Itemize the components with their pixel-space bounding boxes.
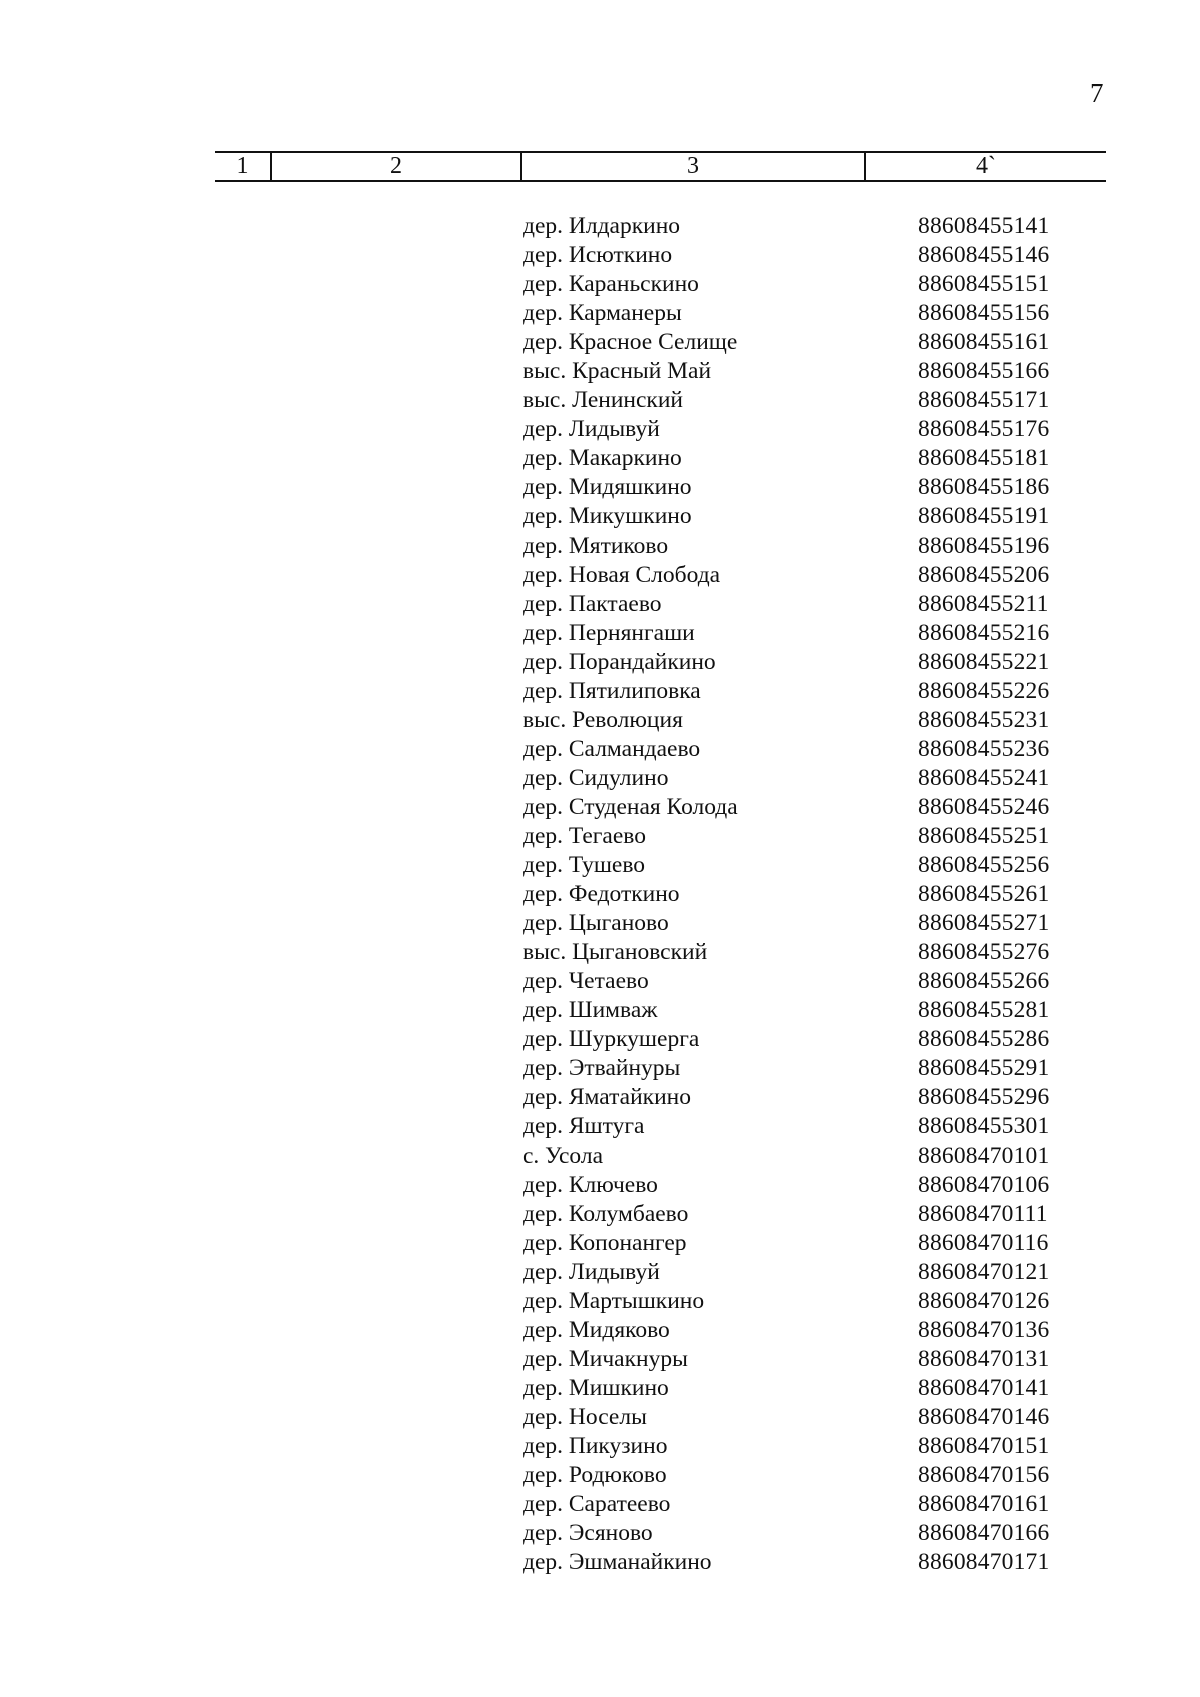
- settlement-name: дер. Лидывуй: [523, 416, 660, 443]
- oktmo-code: 88608455256: [918, 852, 1050, 879]
- oktmo-code: 88608455296: [918, 1084, 1050, 1111]
- oktmo-code: 88608455276: [918, 939, 1050, 966]
- table-row: [0, 1287, 1200, 1316]
- table-row: [0, 444, 1200, 473]
- table-row: [0, 212, 1200, 241]
- oktmo-code: 88608455301: [918, 1113, 1050, 1140]
- table-row: [0, 1142, 1200, 1171]
- table-row: [0, 502, 1200, 531]
- table-row: [0, 909, 1200, 938]
- table-row: [0, 1171, 1200, 1200]
- table-row: [0, 270, 1200, 299]
- table-row: [0, 938, 1200, 967]
- table-row: [0, 415, 1200, 444]
- table-row: [0, 561, 1200, 590]
- oktmo-code: 88608455241: [918, 764, 1050, 791]
- table-row: [0, 1432, 1200, 1461]
- settlement-name: дер. Мичакнуры: [523, 1345, 688, 1372]
- settlement-name: дер. Мидяково: [523, 1316, 670, 1343]
- settlement-name: дер. Пикузино: [523, 1432, 668, 1459]
- settlement-name: дер. Сидулино: [523, 764, 669, 791]
- settlement-name: дер. Мишкино: [523, 1374, 669, 1401]
- column-header-1: 1: [215, 153, 272, 180]
- table-row: [0, 851, 1200, 880]
- oktmo-code: 88608470166: [918, 1520, 1050, 1547]
- table-row: [0, 1083, 1200, 1112]
- settlement-name: дер. Родюково: [523, 1462, 667, 1489]
- settlement-name: дер. Цыганово: [523, 910, 669, 937]
- table-row: [0, 299, 1200, 328]
- table-row: [0, 1316, 1200, 1345]
- oktmo-code: 88608455151: [918, 271, 1050, 298]
- table-row: [0, 1461, 1200, 1490]
- table-row: [0, 619, 1200, 648]
- column-header-row: [215, 151, 1106, 182]
- table-row: [0, 677, 1200, 706]
- settlement-name: дер. Илдаркино: [523, 213, 681, 239]
- settlement-name: дер. Исюткино: [523, 242, 673, 269]
- table-row: [0, 822, 1200, 851]
- table-row: [0, 764, 1200, 793]
- settlement-name: дер. Яматайкино: [523, 1084, 691, 1111]
- oktmo-code: 88608455281: [918, 997, 1050, 1024]
- table-row: [0, 1200, 1200, 1229]
- settlement-name: дер. Лидывуй: [523, 1258, 660, 1285]
- settlement-name: дер. Шимваж: [523, 997, 658, 1024]
- settlement-name: дер. Караньскино: [523, 271, 699, 298]
- settlement-name: выс. Красный Май: [523, 358, 712, 385]
- oktmo-code: 88608455146: [918, 242, 1050, 269]
- settlement-name: дер. Колумбаево: [523, 1200, 689, 1227]
- oktmo-code: 88608470171: [918, 1549, 1050, 1576]
- oktmo-code: 88608470116: [918, 1229, 1049, 1256]
- settlement-name: дер. Этвайнуры: [523, 1055, 681, 1082]
- oktmo-code: 88608455211: [918, 590, 1049, 617]
- page-number: 7: [1090, 78, 1104, 108]
- table-row: [0, 473, 1200, 502]
- oktmo-code: 88608455196: [918, 532, 1050, 559]
- oktmo-code: 88608470156: [918, 1462, 1050, 1489]
- oktmo-code: 88608455141: [918, 213, 1050, 239]
- table-row: [0, 241, 1200, 270]
- table-row: [0, 880, 1200, 909]
- settlement-name: дер. Яштуга: [523, 1113, 645, 1140]
- table-row: [0, 996, 1200, 1025]
- table-row: [0, 1403, 1200, 1432]
- oktmo-code: 88608455191: [918, 503, 1050, 530]
- settlement-name: дер. Пернянгаши: [523, 619, 695, 646]
- settlement-name: дер. Пактаево: [523, 590, 662, 617]
- oktmo-code: 88608455161: [918, 329, 1050, 356]
- settlement-name: дер. Мятиково: [523, 532, 669, 559]
- settlement-name: дер. Федоткино: [523, 881, 680, 908]
- table-row: [0, 1025, 1200, 1054]
- oktmo-code: 88608470126: [918, 1287, 1050, 1314]
- settlement-name: выс. Цыгановский: [523, 939, 708, 966]
- settlement-name: дер. Носелы: [523, 1403, 647, 1430]
- settlement-name: дер. Пятилиповка: [523, 677, 701, 704]
- table-row: [0, 1548, 1200, 1577]
- oktmo-code: 88608455181: [918, 445, 1050, 472]
- oktmo-code: 88608455216: [918, 619, 1050, 646]
- table-row: [0, 1345, 1200, 1374]
- oktmo-code: 88608470101: [918, 1142, 1050, 1169]
- oktmo-code: 88608470136: [918, 1316, 1050, 1343]
- table-row: [0, 532, 1200, 561]
- oktmo-code: 88608455171: [918, 387, 1050, 414]
- oktmo-code: 88608470121: [918, 1258, 1050, 1285]
- table-row: [0, 1490, 1200, 1519]
- oktmo-code: 88608455186: [918, 474, 1050, 501]
- oktmo-code: 88608455286: [918, 1026, 1050, 1053]
- oktmo-code: 88608455266: [918, 968, 1050, 995]
- table-row: [0, 357, 1200, 386]
- settlement-name: выс. Ленинский: [523, 387, 684, 414]
- oktmo-code: 88608455166: [918, 358, 1050, 385]
- table-row: [0, 1519, 1200, 1548]
- settlement-name: дер. Мартышкино: [523, 1287, 705, 1314]
- column-header-3: 3: [522, 153, 866, 180]
- oktmo-code: 88608455271: [918, 910, 1050, 937]
- oktmo-code: 88608470161: [918, 1491, 1050, 1518]
- settlement-list: [0, 212, 1200, 1577]
- oktmo-code: 88608455206: [918, 561, 1050, 588]
- settlement-name: дер. Макаркино: [523, 445, 682, 472]
- settlement-name: дер. Эшманайкино: [523, 1549, 712, 1576]
- table-row: [0, 735, 1200, 764]
- table-row: [0, 793, 1200, 822]
- column-header-2: 2: [272, 153, 522, 180]
- settlement-name: выс. Революция: [523, 706, 683, 733]
- table-row: [0, 648, 1200, 677]
- oktmo-code: 88608470141: [918, 1374, 1050, 1401]
- oktmo-code: 88608455251: [918, 822, 1050, 849]
- settlement-name: дер. Тушево: [523, 852, 646, 879]
- table-row: [0, 1229, 1200, 1258]
- oktmo-code: 88608470131: [918, 1345, 1050, 1372]
- oktmo-code: 88608470151: [918, 1432, 1050, 1459]
- settlement-name: дер. Салмандаево: [523, 735, 701, 762]
- settlement-name: дер. Четаево: [523, 968, 649, 995]
- oktmo-code: 88608455261: [918, 881, 1050, 908]
- settlement-name: с. Усола: [523, 1142, 604, 1169]
- table-row: [0, 1112, 1200, 1141]
- oktmo-code: 88608455236: [918, 735, 1050, 762]
- settlement-name: дер. Ключево: [523, 1171, 658, 1198]
- oktmo-code: 88608470106: [918, 1171, 1050, 1198]
- oktmo-code: 88608455231: [918, 706, 1050, 733]
- oktmo-code: 88608455221: [918, 648, 1050, 675]
- settlement-name: дер. Тегаево: [523, 822, 646, 849]
- settlement-name: дер. Красное Селище: [523, 329, 738, 356]
- table-row: [0, 386, 1200, 415]
- settlement-name: дер. Микушкино: [523, 503, 692, 530]
- oktmo-code: 88608455226: [918, 677, 1050, 704]
- oktmo-code: 88608455246: [918, 793, 1050, 820]
- settlement-name: дер. Карманеры: [523, 300, 682, 327]
- settlement-name: дер. Саратеево: [523, 1491, 671, 1518]
- settlement-name: дер. Шуркушерга: [523, 1026, 700, 1053]
- oktmo-code: 88608470146: [918, 1403, 1050, 1430]
- oktmo-code: 88608455291: [918, 1055, 1050, 1082]
- settlement-name: дер. Студеная Колода: [523, 793, 738, 820]
- table-row: [0, 1054, 1200, 1083]
- oktmo-code: 88608455156: [918, 300, 1050, 327]
- settlement-name: дер. Порандайкино: [523, 648, 716, 675]
- settlement-name: дер. Новая Слобода: [523, 561, 721, 588]
- table-row: [0, 706, 1200, 735]
- column-header-4: 4`: [976, 153, 996, 179]
- oktmo-code: 88608455176: [918, 416, 1050, 443]
- settlement-name: дер. Эсяново: [523, 1520, 653, 1547]
- settlement-name: дер. Мидяшкино: [523, 474, 692, 501]
- oktmo-code: 88608470111: [918, 1200, 1048, 1227]
- table-row: [0, 1258, 1200, 1287]
- table-row: [0, 590, 1200, 619]
- settlement-name: дер. Копонангер: [523, 1229, 687, 1256]
- table-row: [0, 967, 1200, 996]
- table-row: [0, 328, 1200, 357]
- table-row: [0, 1374, 1200, 1403]
